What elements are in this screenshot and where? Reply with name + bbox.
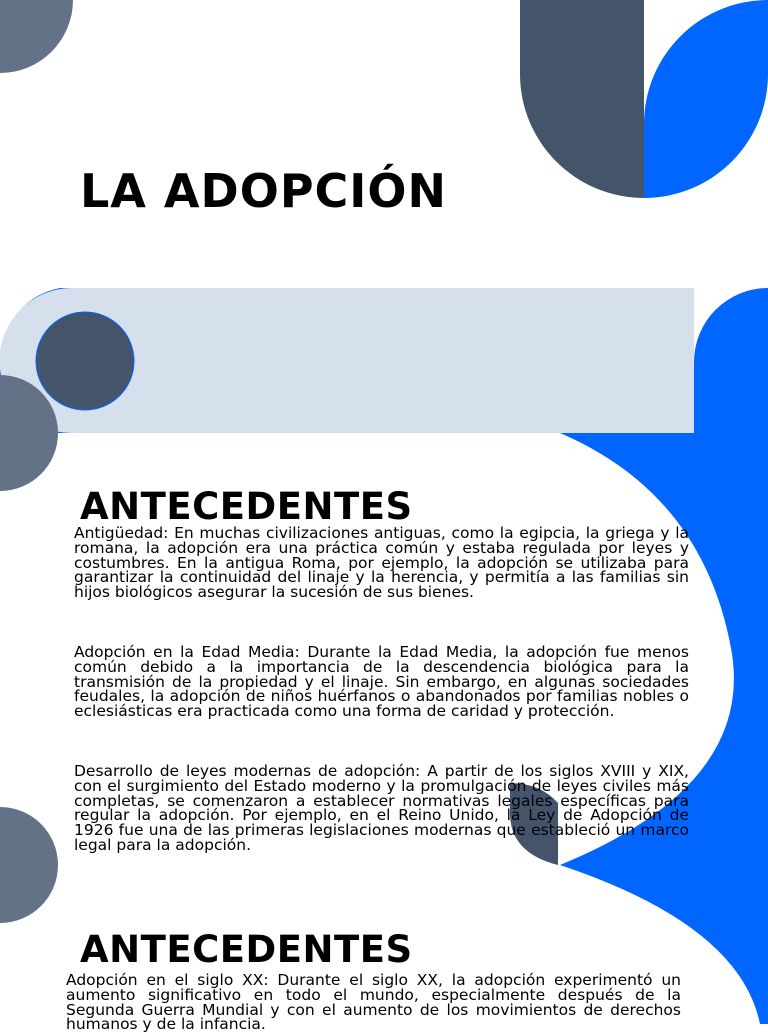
slide2-decoration bbox=[0, 288, 768, 433]
slate-petal-shape bbox=[520, 0, 644, 198]
slide1-decoration bbox=[0, 0, 768, 288]
antecedentes-slide-1 bbox=[0, 433, 768, 865]
section-heading: ANTECEDENTES bbox=[80, 485, 413, 528]
antecedentes-slide-2 bbox=[0, 865, 768, 1033]
paragraph-leyes-modernas: Desarrollo de leyes modernas de adopción: A partir de los siglos XVIII y XIX, con el surgimiento del Estado moderno y la promulgación de leyes civiles más completas, se comenzaron a establecer normativas legales específicas para regular la adopción. Por ejemplo, en el Reino Unido, la Ley de Adopción de 1926 fue una de las primeras legislaciones modernas que estableció un marco legal para la adopción. bbox=[74, 762, 689, 854]
page-title: LA ADOPCIÓN bbox=[80, 164, 448, 218]
dark-circle bbox=[36, 312, 134, 410]
section-heading: ANTECEDENTES bbox=[80, 928, 413, 971]
paragraph-edad-media: Adopción en la Edad Media: Durante la Edad Media, la adopción fue menos común debido a la importancia de la descendencia biológica para la transmisión de la propiedad y el linaje. Sin embargo, en algunas sociedades feudales, la adopción de niños huérfanos o abandonados por familias nobles o eclesiásticas era practicada como una forma de caridad y protección. bbox=[74, 643, 689, 721]
paragraph-siglo-xx: Adopción en el siglo XX: Durante el siglo XX, la adopción experimentó un aumento significativo en todo el mundo, especialmente después de la Segunda Guerra Mundial y con el aumento de los movimientos de derechos humanos y de la infancia. bbox=[66, 971, 681, 1033]
title-slide bbox=[0, 0, 768, 288]
blue-petal-shape bbox=[644, 0, 768, 198]
corner-quarter-circle bbox=[0, 0, 73, 73]
banner-slide bbox=[0, 288, 768, 433]
paragraph-antiguedad: Antigüedad: En muchas civilizaciones antiguas, como la egipcia, la griega y la romana, la adopción era una práctica común y estaba regulada por leyes y costumbres. En la antigua Roma, por ejemplo, la adopción se utilizaba para garantizar la continuidad del linaje y la herencia, y permitía a las familias sin hijos biológicos asegurar la sucesión de sus bienes. bbox=[74, 524, 689, 602]
